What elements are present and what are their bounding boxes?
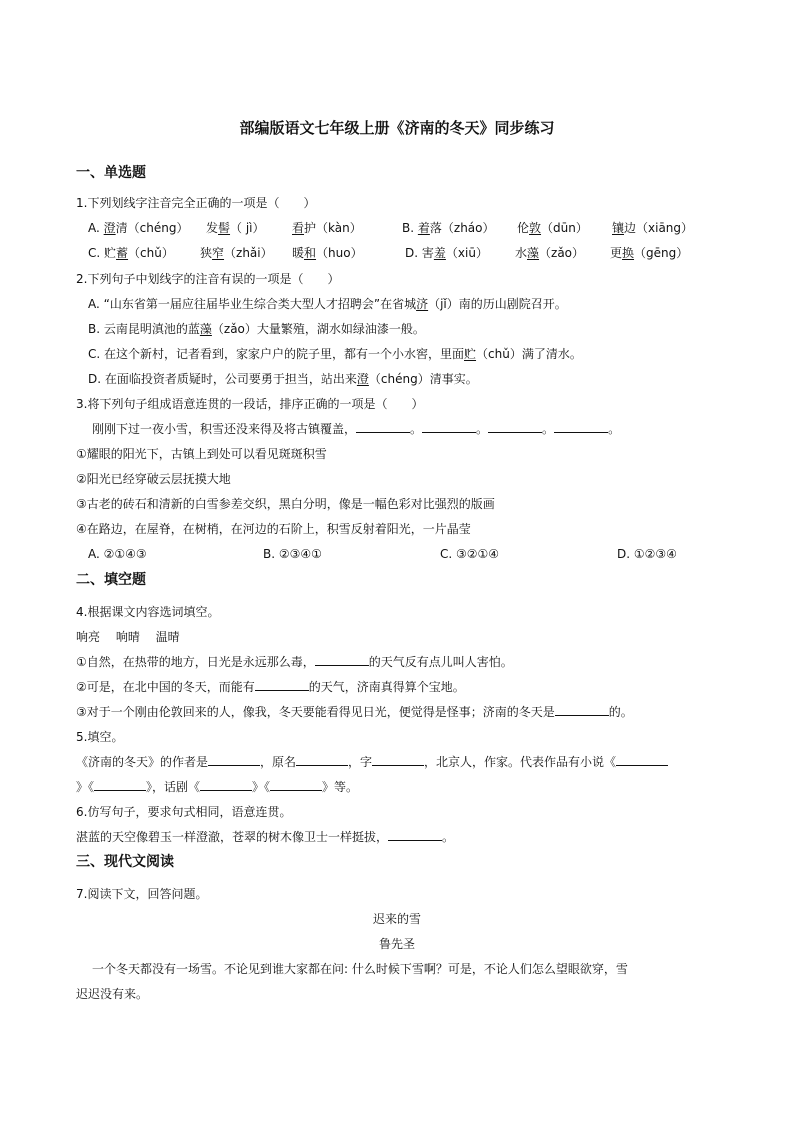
q3-stem: 3.将下列句子组成语意连贯的一段话，排序正确的一项是（ ） [76,397,424,411]
q6-blank[interactable] [388,828,442,841]
q5-blank-author[interactable] [208,753,260,766]
passage-title: 迟来的雪 [372,912,421,926]
q1-option-b[interactable]: B. 着落（zháo） [402,221,495,235]
page-title: 部编版语文七年级上册《济南的冬天》同步练习 [239,119,555,137]
section-heading-fill-blank: 二、填空题 [76,572,146,588]
q5-blank-courtesy-name[interactable] [372,753,424,766]
q1-option-c-word-2: 狭窄（zhǎi） [200,246,273,260]
q4-line-3: ③对于一个刚由伦敦回来的人，像我，冬天要能看得见日光，便觉得是怪事；济南的冬天是 的。 [76,705,633,719]
q1-option-d-word-3: 更换（gēng） [610,246,689,260]
q2-option-a[interactable]: A. “山东省第一届应往届毕业生综合类大型人才招聘会”在省城济（jǐ）南的历山剧院召开。 [88,297,567,311]
q5-line-2: 》《 》，话剧《 》《 》等。 [76,780,359,794]
q4-blank-1[interactable] [315,653,369,666]
q5-blank-novel-2[interactable] [94,778,146,791]
q3-paragraph: 刚刚下过一夜小雪，积雪还没来得及将古镇覆盖， 。 。 。 。 [92,422,621,436]
q1-option-b-word-3: 镶边（xiāng） [612,221,694,235]
q3-blank-4[interactable] [554,420,608,433]
q3-blank-2[interactable] [422,420,476,433]
section-heading-reading: 三、现代文阅读 [76,854,174,870]
section-heading-single-choice: 一、单选题 [76,165,146,181]
q1-option-b-word-2: 伦敦（dūn） [517,221,588,235]
q1-option-d-word-2: 水藻（zǎo） [515,246,585,260]
q3-sentence-1: ①耀眼的阳光下，古镇上到处可以看见斑斑积雪 [76,447,327,461]
q2-option-c[interactable]: C. 在这个新村，记者看到，家家户户的院子里，都有一个小水窖，里面贮（chǔ）满了清水。 [88,347,582,361]
passage-line-2: 迟迟没有来。 [76,987,149,1001]
q5-blank-play-1[interactable] [200,778,252,791]
q2-option-d[interactable]: D. 在面临投资者质疑时，公司要勇于担当，站出来澄（chéng）清事实。 [88,372,478,386]
passage-author: 鲁先圣 [378,937,415,951]
q1-option-c[interactable]: C. 贮蓄（chǔ） [88,246,174,260]
q3-blank-1[interactable] [356,420,410,433]
q3-sentence-2: ②阳光已经穿破云层抚摸大地 [76,472,231,486]
q5-line-1: 《济南的冬天》的作者是 ，原名 ，字 ，北京人，作家。代表作品有小说《 [76,753,668,771]
q3-sentence-3: ③古老的砖石和清新的白雪参差交织，黑白分明，像是一幅色彩对比强烈的版画 [76,497,495,511]
q5-stem: 5.填空。 [76,730,124,744]
q3-option-a[interactable]: A. ②①④③ [88,547,147,561]
q5-blank-novel-1[interactable] [616,753,668,766]
q7-stem: 7.阅读下文，回答问题。 [76,887,208,901]
q1-stem: 1.下列划线字注音完全正确的一项是（ ） [76,196,316,210]
q1-option-d[interactable]: D. 害羞（xiū） [405,246,488,260]
q4-blank-2[interactable] [255,678,309,691]
q4-line-2: ②可是，在北中国的冬天，而能有 的天气，济南真得算个宝地。 [76,680,465,694]
q1-option-a-word-2: 发髻（ jì） [206,221,265,235]
q4-line-1: ①自然，在热带的地方，日光是永远那么毒， 的天气反有点儿叫人害怕。 [76,655,513,669]
passage-line-1: 一个冬天都没有一场雪。不论见到谁大家都在问: 什么时候下雪啊？可是，不论人们怎么望眼欲穿，雪 [92,962,628,976]
q1-option-c-word-3: 暖和（huo） [292,246,363,260]
q6-prompt: 湛蓝的天空像碧玉一样澄澈，苍翠的树木像卫士一样挺拔， 。 [76,830,455,844]
q4-word-bank: 响亮 响晴 温晴 [76,630,180,644]
q2-option-b[interactable]: B. 云南昆明滇池的蓝藻（zǎo）大量繁殖，湖水如绿油漆一般。 [88,322,425,336]
q5-blank-original-name[interactable] [296,753,348,766]
q4-stem: 4.根据课文内容选词填空。 [76,605,220,619]
q1-option-a[interactable]: A. 澄清（chéng） [88,221,189,235]
q1-option-a-word-3: 看护（kàn） [292,221,362,235]
q3-sentence-4: ④在路边，在屋脊，在树梢，在河边的石阶上，积雪反射着阳光，一片晶莹 [76,522,471,536]
q4-blank-3[interactable] [555,703,609,716]
q5-blank-play-2[interactable] [270,778,322,791]
q3-blank-3[interactable] [488,420,542,433]
q3-option-d[interactable]: D. ①②③④ [617,547,677,561]
q6-stem: 6.仿写句子，要求句式相同，语意连贯。 [76,805,292,819]
q3-option-b[interactable]: B. ②③④① [263,547,322,561]
q2-stem: 2.下列句子中划线字的注音有误的一项是（ ） [76,272,340,286]
q3-option-c[interactable]: C. ③②①④ [440,547,500,561]
